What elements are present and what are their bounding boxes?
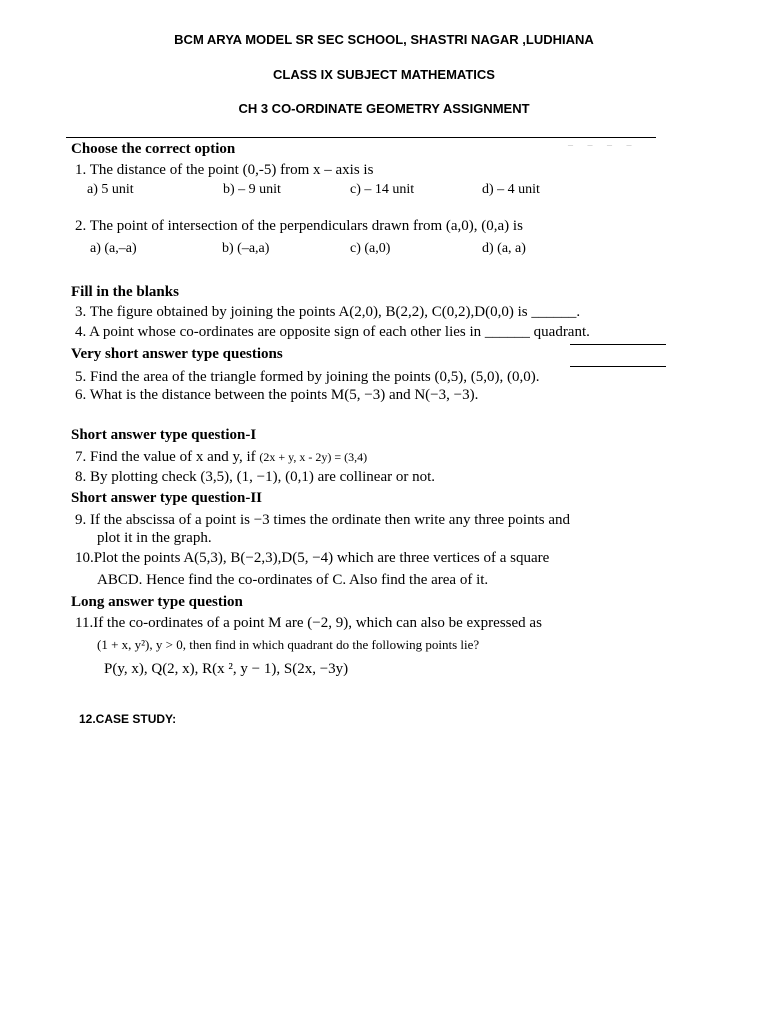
question-5: 5. Find the area of the triangle formed by joining the points (0,5), (5,0), (0,0).: [75, 369, 540, 385]
q2-option-d: d) (a, a): [482, 241, 526, 256]
class-subject: CLASS IX SUBJECT MATHEMATICS: [273, 67, 495, 82]
q2-option-c: c) (a,0): [350, 241, 391, 256]
faint-marks: ‒ ‒ ‒ ‒: [568, 140, 638, 151]
question-10-line-1: 10.Plot the points A(5,3), B(−2,3),D(5, −4) which are three vertices of a square: [75, 550, 550, 566]
assignment-title: CH 3 CO-ORDINATE GEOMETRY ASSIGNMENT: [238, 101, 530, 116]
section-heading-very-short: Very short answer type questions: [71, 346, 283, 362]
q7-text: 7. Find the value of x and y, if: [75, 449, 260, 465]
section-heading-mcq: Choose the correct option: [71, 141, 236, 157]
question-1: 1. The distance of the point (0,-5) from x – axis is: [75, 162, 374, 178]
question-4: 4. A point whose co-ordinates are opposite sign of each other lies in ______ quadrant.: [75, 324, 590, 340]
question-2: 2. The point of intersection of the perpendiculars drawn from (a,0), (0,a) is: [75, 218, 523, 234]
question-6: 6. What is the distance between the points M(5, −3) and N(−3, −3).: [75, 387, 479, 403]
header-divider: [66, 137, 656, 138]
question-9-line-2: plot it in the graph.: [97, 530, 212, 546]
blank-line: [570, 366, 666, 367]
q1-option-b: b) – 9 unit: [223, 182, 281, 197]
blank-line: [570, 344, 666, 345]
q1-option-a: a) 5 unit: [87, 182, 134, 197]
question-11-line-3: P(y, x), Q(2, x), R(x ², y − 1), S(2x, −3y): [104, 661, 349, 677]
section-heading-long: Long answer type question: [71, 594, 243, 610]
section-heading-short-1: Short answer type question-I: [71, 427, 257, 443]
q7-equation: (2x + y, x - 2y) = (3,4): [259, 450, 368, 464]
q1-option-d: d) – 4 unit: [482, 182, 540, 197]
case-study-heading: 12.CASE STUDY:: [79, 712, 177, 726]
question-7: [75, 449, 367, 466]
question-11-line-2: (1 + x, y²), y > 0, then find in which quadrant do the following points lie?: [97, 637, 480, 652]
question-11-line-1: 11.If the co-ordinates of a point M are (−2, 9), which can also be expressed as: [75, 615, 542, 631]
q1-option-c: c) – 14 unit: [350, 182, 415, 197]
question-8: 8. By plotting check (3,5), (1, −1), (0,1) are collinear or not.: [75, 469, 436, 485]
section-heading-short-2: Short answer type question-II: [71, 490, 262, 506]
question-9-line-1: 9. If the abscissa of a point is −3 times the ordinate then write any three points and: [75, 512, 570, 528]
q2-option-a: a) (a,–a): [90, 241, 137, 256]
school-name: BCM ARYA MODEL SR SEC SCHOOL, SHASTRI NAGAR ,LUDHIANA: [174, 32, 594, 47]
section-heading-fill: Fill in the blanks: [71, 284, 179, 300]
question-3: 3. The figure obtained by joining the points A(2,0), B(2,2), C(0,2),D(0,0) is ______.: [75, 304, 581, 320]
question-10-line-2: ABCD. Hence find the co-ordinates of C. Also find the area of it.: [97, 572, 489, 588]
q2-option-b: b) (–a,a): [222, 241, 270, 256]
